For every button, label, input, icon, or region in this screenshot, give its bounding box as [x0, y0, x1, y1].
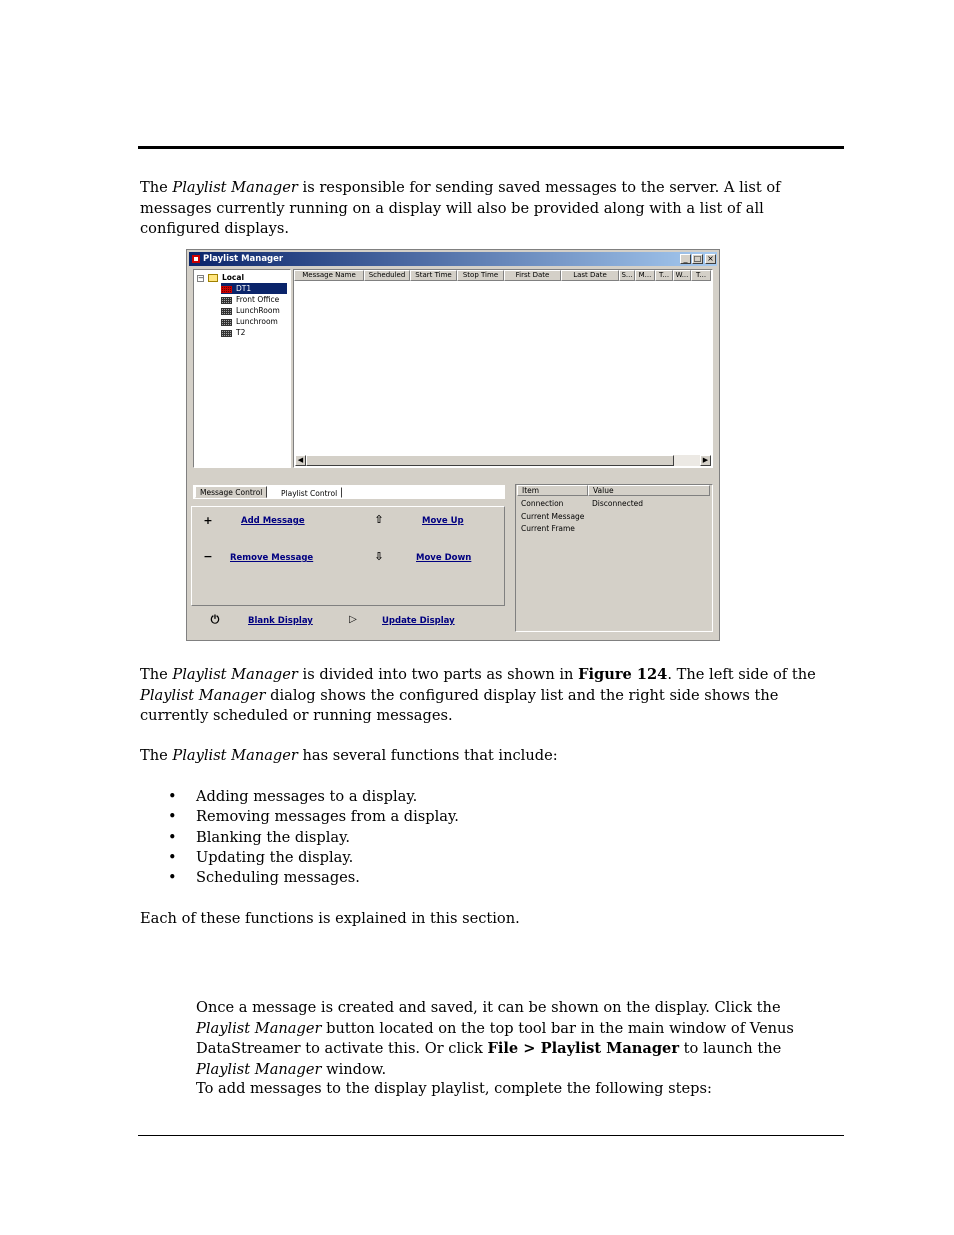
property-item: Current Frame: [521, 524, 575, 533]
message-list[interactable]: [293, 269, 713, 468]
minimize-button[interactable]: _: [680, 254, 691, 264]
column-header[interactable]: Stop Time: [457, 270, 504, 281]
display-icon: [221, 319, 232, 326]
tree-item-dt1[interactable]: DT1: [221, 283, 287, 294]
column-header[interactable]: First Date: [504, 270, 561, 281]
tab-message-control[interactable]: Message Control: [195, 486, 267, 498]
update-display-link[interactable]: Update Display: [382, 616, 455, 626]
column-header[interactable]: S...: [619, 270, 635, 281]
column-header[interactable]: Value: [588, 485, 710, 496]
column-header[interactable]: T...: [691, 270, 711, 281]
message-control-panel: [191, 506, 505, 606]
scroll-right-icon[interactable]: ▶: [700, 455, 711, 466]
intro-paragraph: The Playlist Manager is responsible for sending saved messages to the server. A list of messages currently running on a display will also be provided along with a list of all configured displays.: [140, 179, 781, 237]
footer-rule: [138, 1135, 844, 1136]
list-item: • Blanking the display.: [168, 828, 459, 848]
collapse-icon[interactable]: −: [198, 273, 204, 282]
column-header[interactable]: W...: [673, 270, 691, 281]
arrow-up-icon[interactable]: ⇧: [374, 513, 384, 526]
folder-icon: [208, 274, 218, 282]
display-tree[interactable]: [193, 269, 291, 468]
tab-playlist-control[interactable]: Playlist Control: [276, 487, 342, 498]
body-paragraph-1: The Playlist Manager is divided into two parts as shown in Figure 124. The left side of the Playlist Manager dialog shows the configured display list and the right side shows the currently scheduled or running messages.: [140, 666, 816, 724]
power-icon[interactable]: ⏻: [210, 613, 220, 626]
column-header[interactable]: Message Name: [294, 270, 364, 281]
blank-display-link[interactable]: Blank Display: [248, 616, 313, 626]
status-properties-panel: [515, 484, 713, 632]
tree-item-t2[interactable]: T2: [221, 327, 245, 338]
tree-item-lunchroom[interactable]: LunchRoom: [221, 305, 280, 316]
column-header[interactable]: Last Date: [561, 270, 619, 281]
close-button[interactable]: ×: [705, 254, 716, 264]
play-icon[interactable]: ▷: [349, 614, 357, 625]
tree-item-lunchroom-2[interactable]: Lunchroom: [221, 316, 278, 327]
move-down-link[interactable]: Move Down: [416, 553, 472, 563]
display-icon: [221, 286, 232, 293]
window-titlebar: [189, 252, 717, 266]
column-header[interactable]: Scheduled: [364, 270, 410, 281]
add-message-link[interactable]: Add Message: [241, 516, 305, 526]
tree-item-front-office[interactable]: Front Office: [221, 294, 279, 305]
list-item: • Scheduling messages.: [168, 868, 459, 888]
minus-icon[interactable]: −: [203, 550, 213, 563]
body-paragraph-4: Once a message is created and saved, it can be shown on the display. Click the Playlist Manager button located on the top tool bar in the main window of Venus DataStreamer to activate this. Or click File > Playlist Manager to launch the Playlist Manager window.: [196, 999, 794, 1078]
scroll-thumb[interactable]: [306, 455, 674, 466]
display-icon: [221, 297, 232, 304]
tree-item-local[interactable]: − Local: [198, 273, 245, 282]
list-item: • Removing messages from a display.: [168, 807, 459, 827]
column-header[interactable]: Start Time: [410, 270, 457, 281]
property-item: Current Message: [521, 512, 585, 521]
column-header[interactable]: Item: [517, 485, 588, 496]
display-icon: [221, 330, 232, 337]
remove-message-link[interactable]: Remove Message: [230, 553, 314, 563]
body-paragraph-5: To add messages to the display playlist, complete the following steps:: [196, 1080, 712, 1097]
column-header[interactable]: M...: [635, 270, 655, 281]
move-up-link[interactable]: Move Up: [422, 516, 464, 526]
property-value: Disconnected: [592, 499, 644, 508]
maximize-button[interactable]: □: [693, 254, 702, 263]
body-paragraph-3: Each of these functions is explained in this section.: [140, 910, 520, 927]
display-icon: [221, 308, 232, 315]
list-item: • Updating the display.: [168, 848, 459, 868]
column-header[interactable]: T...: [655, 270, 673, 281]
list-item: • Adding messages to a display.: [168, 787, 459, 807]
header-rule: [138, 146, 844, 149]
body-paragraph-2: The Playlist Manager has several functions that include:: [140, 747, 558, 764]
scroll-left-icon[interactable]: ◀: [295, 455, 306, 466]
arrow-down-icon[interactable]: ⇩: [374, 550, 384, 563]
plus-icon[interactable]: +: [203, 514, 213, 527]
horizontal-scrollbar[interactable]: [295, 455, 711, 466]
window-title: Playlist Manager: [203, 254, 284, 264]
playlist-manager-window: [186, 249, 720, 641]
function-list: [168, 787, 459, 888]
app-icon: [192, 255, 200, 263]
property-item: Connection: [521, 499, 564, 508]
